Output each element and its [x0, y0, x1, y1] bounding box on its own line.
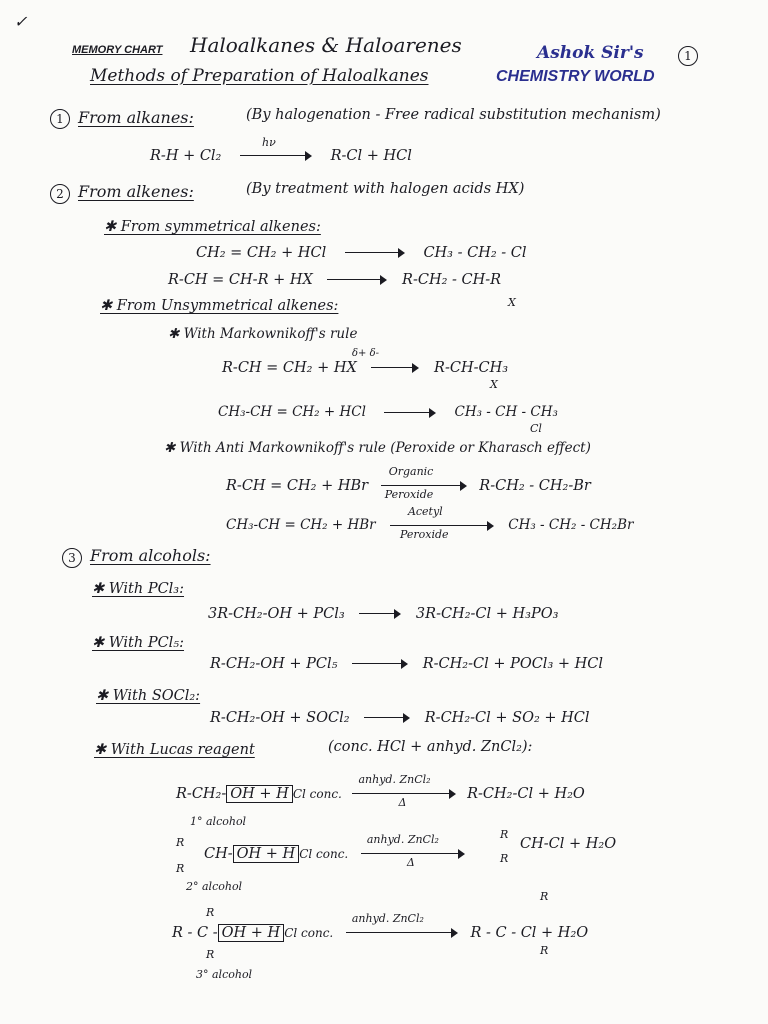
equation-pcl5: [210, 656, 603, 672]
reactants: R-CH = CH₂ + HX: [222, 360, 357, 376]
reaction-arrow-icon: [327, 274, 387, 286]
partial-charges: δ+ δ-: [352, 348, 379, 359]
section-3-number: 3: [62, 547, 82, 568]
equation-lucas-tertiary: [172, 912, 589, 941]
eliminated-box: OH + H: [226, 785, 293, 803]
substituent-x: X: [508, 296, 516, 309]
products: CH₃ - CH₂ - Cl: [423, 245, 527, 261]
section-1-heading: From alkanes:: [78, 108, 194, 127]
products: R-Cl + HCl: [330, 148, 412, 164]
products: CH₃ - CH₂ - CH₂Br: [508, 517, 634, 533]
section-2-heading: From alkenes:: [78, 182, 194, 201]
substituent-cl: Cl: [530, 422, 542, 435]
reactant-prefix: R-CH₂-: [176, 786, 227, 802]
condition-top: anhyd. ZnCl₂: [366, 833, 439, 846]
check-mark-icon: ✓: [14, 12, 28, 31]
socl2-heading: ✱ With SOCl₂:: [96, 688, 201, 704]
products: R-CH-CH₃: [434, 360, 509, 376]
section-2-number: 2: [50, 183, 70, 204]
reactant-suffix: Cl conc.: [284, 926, 334, 940]
primary-alcohol-label: 1° alcohol: [190, 815, 247, 828]
product-secondary: CH-Cl + H₂O: [520, 836, 617, 852]
equation-anti-2: [226, 504, 634, 541]
substituent-r: R: [540, 890, 549, 903]
condition-top: anhyd. ZnCl₂: [358, 773, 431, 786]
substituent-x-mark: X: [490, 378, 498, 391]
page-subtitle: Methods of Preparation of Haloalkanes: [90, 66, 429, 86]
eliminated-box: OH + H: [218, 924, 285, 942]
reactants: R-CH = CH₂ + HBr: [226, 478, 369, 494]
pcl3-heading: ✱ With PCl₃:: [92, 581, 185, 597]
products: 3R-CH₂-Cl + H₃PO₃: [415, 606, 559, 622]
products: R-CH₂ - CH₂-Br: [479, 478, 591, 494]
products: R - C - Cl + H₂O: [470, 925, 589, 941]
lucas-description: (conc. HCl + anhyd. ZnCl₂):: [328, 739, 533, 755]
reactant-suffix: Cl conc.: [292, 787, 342, 801]
condition-light: hν: [261, 136, 276, 149]
products: R-CH₂-Cl + H₂O: [467, 786, 585, 802]
reactant-suffix: Cl conc.: [299, 847, 349, 861]
substituent-r: R: [500, 828, 509, 841]
products: CH₃ - CH - CH₃: [454, 404, 558, 420]
section-2-description: (By treatment with halogen acids HX): [246, 181, 525, 197]
author-name: Ashok Sir's: [537, 43, 644, 63]
condition-heat: Δ: [398, 796, 407, 809]
substituent-r: R: [176, 836, 185, 849]
reactants: CH₂ = CH₂ + HCl: [196, 245, 327, 261]
equation-sym-2: [168, 272, 501, 288]
condition-top: Acetyl: [407, 504, 443, 518]
unsymmetrical-heading: ✱ From Unsymmetrical alkenes:: [100, 298, 339, 314]
condition-bottom: Peroxide: [399, 527, 449, 541]
equation-lucas-primary: [176, 773, 585, 809]
secondary-alcohol-label: 2° alcohol: [186, 880, 243, 893]
reaction-arrow-icon: [364, 712, 410, 724]
reaction-arrow-icon: [381, 465, 467, 501]
equation-pcl3: [208, 606, 558, 622]
products: R-CH₂ - CH-R: [402, 272, 502, 288]
reactants: R-CH = CH-R + HX: [168, 272, 313, 288]
eliminated-box: OH + H: [233, 845, 300, 863]
page-title: Haloalkanes & Haloarenes: [190, 33, 462, 57]
symmetrical-heading: ✱ From symmetrical alkenes:: [104, 219, 321, 235]
substituent-r: R: [206, 906, 215, 919]
reaction-arrow-icon: [352, 773, 456, 809]
condition-top: Organic: [388, 465, 434, 478]
equation-anti-1: [226, 465, 591, 501]
equation-sym-1: [196, 245, 527, 261]
reaction-arrow-icon: [361, 833, 465, 869]
page-number-badge: 1: [678, 45, 698, 66]
memory-chart-label: MEMORY CHART: [72, 44, 163, 56]
substituent-r: R: [500, 852, 509, 865]
equation-markownikoff-2: [218, 404, 558, 420]
reactant-prefix: R - C -: [172, 925, 218, 941]
equation-socl2: [210, 710, 590, 726]
equation-lucas-secondary: [204, 833, 473, 869]
substituent-r: R: [176, 862, 185, 875]
tertiary-alcohol-label: 3° alcohol: [196, 968, 253, 981]
condition-bottom: Peroxide: [384, 488, 434, 501]
reaction-arrow-icon: [390, 504, 494, 541]
substituent-r: R: [540, 944, 549, 957]
reaction-arrow-icon: [240, 136, 312, 162]
pcl5-heading: ✱ With PCl₅:: [92, 635, 185, 651]
reactants: CH₃-CH = CH₂ + HBr: [226, 517, 376, 533]
equation-markownikoff-1: [222, 360, 508, 376]
condition-top: anhyd. ZnCl₂: [351, 912, 424, 925]
reactants: R-CH₂-OH + SOCl₂: [210, 710, 350, 726]
substituent-r: R: [206, 948, 215, 961]
products: R-CH₂-Cl + SO₂ + HCl: [424, 710, 590, 726]
reactant-prefix: CH-: [204, 846, 233, 862]
products: R-CH₂-Cl + POCl₃ + HCl: [422, 656, 604, 672]
reactants: 3R-CH₂-OH + PCl₃: [208, 606, 345, 622]
reactants: CH₃-CH = CH₂ + HCl: [218, 404, 366, 420]
section-3-heading: From alcohols:: [90, 546, 211, 565]
reaction-arrow-icon: [384, 407, 436, 419]
reaction-arrow-icon: [352, 658, 408, 670]
reactants: R-H + Cl₂: [150, 148, 222, 164]
brand-name: CHEMISTRY WORLD: [496, 68, 655, 85]
reaction-arrow-icon: [346, 912, 458, 939]
markownikoff-heading: ✱ With Markownikoff's rule: [168, 326, 358, 342]
section-1-number: 1: [50, 108, 70, 129]
reaction-arrow-icon: [359, 608, 401, 620]
reactants: R-CH₂-OH + PCl₅: [210, 656, 338, 672]
equation-halogenation: [150, 136, 412, 164]
reaction-arrow-icon: [371, 362, 419, 374]
condition-heat: Δ: [406, 856, 415, 869]
anti-markownikoff-heading: ✱ With Anti Markownikoff's rule (Peroxide or Kharasch effect): [164, 440, 591, 456]
reaction-arrow-icon: [345, 247, 405, 259]
section-1-description: (By halogenation - Free radical substitution mechanism): [246, 107, 661, 123]
lucas-heading: ✱ With Lucas reagent: [94, 742, 255, 758]
